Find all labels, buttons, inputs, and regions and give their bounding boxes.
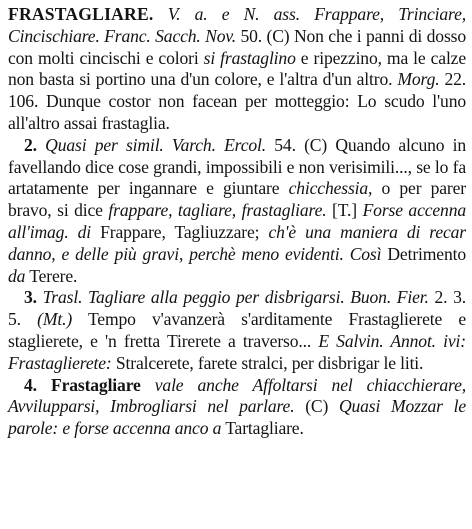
note-text: Forse accenna all'imag. di [8, 200, 466, 242]
citation-text: Tartagliare. [225, 418, 304, 439]
definition-text: V. a. e N. ass. Frappare, Trinciare, Cincischiare. Franc. Sacch. Nov. [8, 4, 466, 46]
example-term: si frastaglino [203, 47, 296, 68]
citation-text: 22. 106. Dunque costor non facean per motteggio: Lo scudo l'uno all'altro assai frastaglia. [8, 69, 467, 133]
example-term: chicchessia, [288, 178, 373, 199]
editor-mark: [T.] [332, 200, 358, 221]
citation-text: 2. 3. 5. [8, 287, 466, 330]
sense-3 [8, 287, 466, 374]
citation-text: 54. (C) Quando alcuno in favellando dice cose grandi, impossibili e non verisimili..., se lo fa artatamente per ingannare e giuntare [8, 134, 467, 199]
citation-text: Detrimento [387, 243, 467, 264]
note-text: da [8, 265, 26, 286]
sense-4 [8, 375, 466, 440]
sense-1 [8, 4, 466, 135]
note-text: Quasi Mozzar le parole: e forse accenna anco a [8, 396, 466, 439]
citation-text: e ripezzino, ma le calze non basta si portino una d'un colore, e l'altra d'un altro. [8, 47, 466, 90]
note-text: ch'è una maniera di recar danno, e delle più gravi, perchè meno evidenti. Così [8, 221, 466, 264]
source-mark: (C) [305, 396, 329, 417]
citation-text: Tempo v'avanzerà s'arditamente Frastaglierete e staglierete, e 'n fretta Tirerete a traverso... [8, 309, 466, 351]
citation-text: Terere. [29, 265, 78, 286]
source-abbrev: (Mt.) [37, 309, 73, 330]
citation-text: 50. (C) Non che i panni di dosso con molti cincischi e colori [8, 25, 466, 68]
sense-number: 3. [24, 287, 37, 308]
citation-text: o per parer bravo, si dice [8, 178, 467, 221]
sense-number: 2. [24, 134, 37, 155]
citation-text: Frappare, Tagliuzzare; [100, 221, 260, 242]
sense-number: 4. [24, 374, 37, 395]
note-text: E Salvin. Annot. ivi: Frastaglierete: [8, 330, 466, 373]
definition-text: vale anche Affoltarsi nel chiacchierare, Avvilupparsi, Imbrogliarsi nel parlare. [8, 374, 466, 417]
source-abbrev: Morg. [397, 69, 440, 90]
example-term: frappare, tagliare, frastagliare. [108, 200, 327, 221]
citation-text: Stralcerete, farete stralci, per disbrigar le liti. [115, 352, 424, 373]
definition-text: Trasl. Tagliare alla peggio per disbrigarsi. Buon. Fier. [42, 287, 429, 308]
headword: FRASTAGLIARE. [8, 4, 154, 24]
sense-2 [8, 135, 466, 288]
sense-headword: Frastagliare [50, 374, 141, 395]
definition-text: Quasi per simil. Varch. Ercol. [45, 134, 267, 155]
